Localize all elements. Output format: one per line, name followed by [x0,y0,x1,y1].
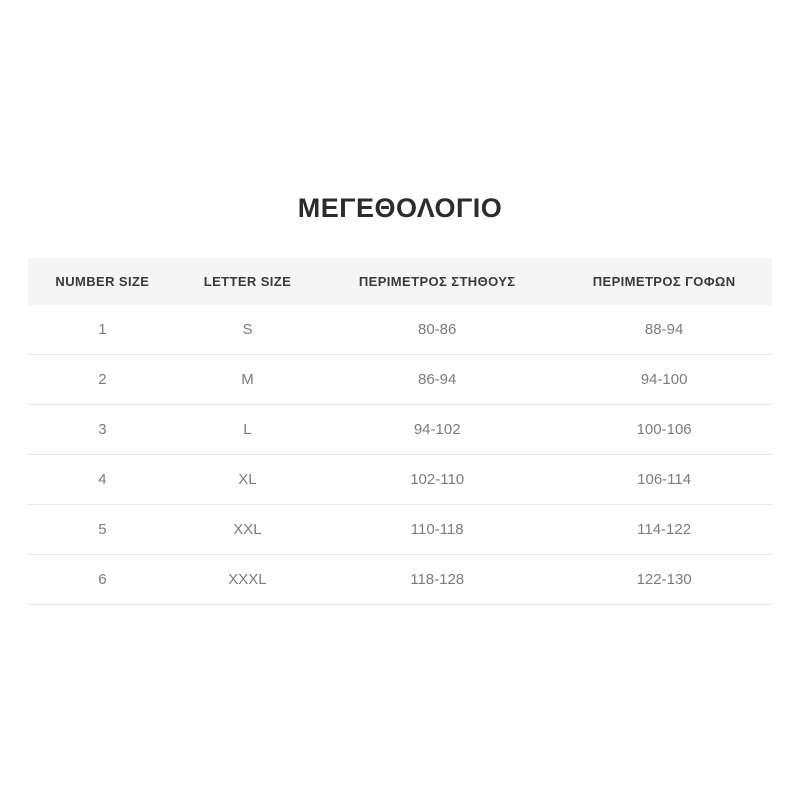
cell-number-size: 4 [28,455,177,505]
cell-chest-range: 86-94 [318,355,556,405]
size-table-body [28,305,772,605]
cell-chest-range: 118-128 [318,555,556,605]
cell-number-size: 3 [28,405,177,455]
cell-letter-size: S [177,305,318,355]
cell-hip-range: 88-94 [556,305,772,355]
cell-chest-range: 94-102 [318,405,556,455]
cell-chest-range: 80-86 [318,305,556,355]
cell-hip-range: 106-114 [556,455,772,505]
cell-hip-range: 122-130 [556,555,772,605]
cell-letter-size: XXXL [177,555,318,605]
cell-number-size: 5 [28,505,177,555]
cell-hip-range: 94-100 [556,355,772,405]
cell-letter-size: M [177,355,318,405]
size-table-header [28,258,772,305]
table-row [28,405,772,455]
cell-letter-size: XL [177,455,318,505]
column-header-number-size: NUMBER SIZE [28,258,177,305]
cell-hip-range: 114-122 [556,505,772,555]
table-header-row [28,258,772,305]
cell-number-size: 2 [28,355,177,405]
table-row [28,505,772,555]
cell-hip-range: 100-106 [556,405,772,455]
page-title: ΜΕΓΕΘΟΛΟΓΙΟ [297,193,503,223]
cell-number-size: 6 [28,555,177,605]
table-row [28,455,772,505]
cell-number-size: 1 [28,305,177,355]
cell-chest-range: 102-110 [318,455,556,505]
cell-letter-size: XXL [177,505,318,555]
table-row [28,355,772,405]
size-table [28,258,772,605]
table-row [28,305,772,355]
table-row [28,555,772,605]
column-header-letter-size: LETTER SIZE [177,258,318,305]
column-header-chest-circumference: ΠΕΡΙΜΕΤΡΟΣ ΣΤΗΘΟΥΣ [318,258,556,305]
cell-letter-size: L [177,405,318,455]
cell-chest-range: 110-118 [318,505,556,555]
column-header-hip-circumference: ΠΕΡΙΜΕΤΡΟΣ ΓΟΦΩΝ [556,258,772,305]
